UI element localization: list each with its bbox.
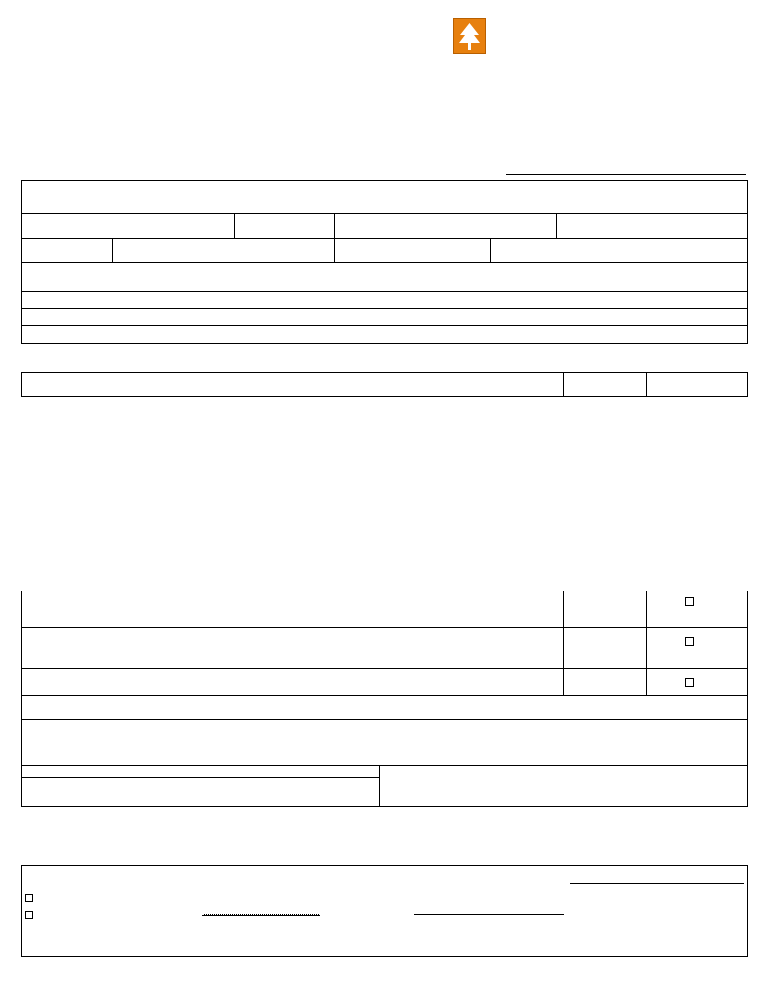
payer-option-company[interactable] [25,911,36,920]
design-checkbox[interactable] [685,637,694,646]
table-header [21,372,748,397]
city-field[interactable] [334,213,557,239]
postal-field[interactable] [234,213,335,239]
table-row-insert [21,591,748,628]
company-field[interactable] [21,180,748,214]
country-field[interactable] [21,238,113,263]
payer-option-exhibitor[interactable] [25,894,36,902]
drema-tree-icon [453,18,486,54]
krs-field[interactable] [21,291,748,309]
email-field[interactable] [490,238,748,263]
technical-box [21,765,748,807]
phone-field[interactable] [112,238,335,263]
contact-field[interactable] [21,262,748,292]
date-place-field[interactable] [21,308,748,326]
footnotes [21,719,748,766]
table-row-design [21,628,748,669]
company-checkbox[interactable] [25,911,33,919]
street-field[interactable] [21,213,235,239]
divider [506,174,746,175]
payer-box [21,865,748,957]
fax-field[interactable] [334,238,491,263]
table-row-correct [21,669,748,696]
district-field[interactable] [556,213,748,239]
insert-checkbox[interactable] [685,597,694,606]
ready-design-field[interactable] [21,695,748,720]
exhibitor-checkbox[interactable] [25,894,33,902]
nip-field[interactable] [21,325,748,344]
correct-checkbox[interactable] [685,678,694,687]
